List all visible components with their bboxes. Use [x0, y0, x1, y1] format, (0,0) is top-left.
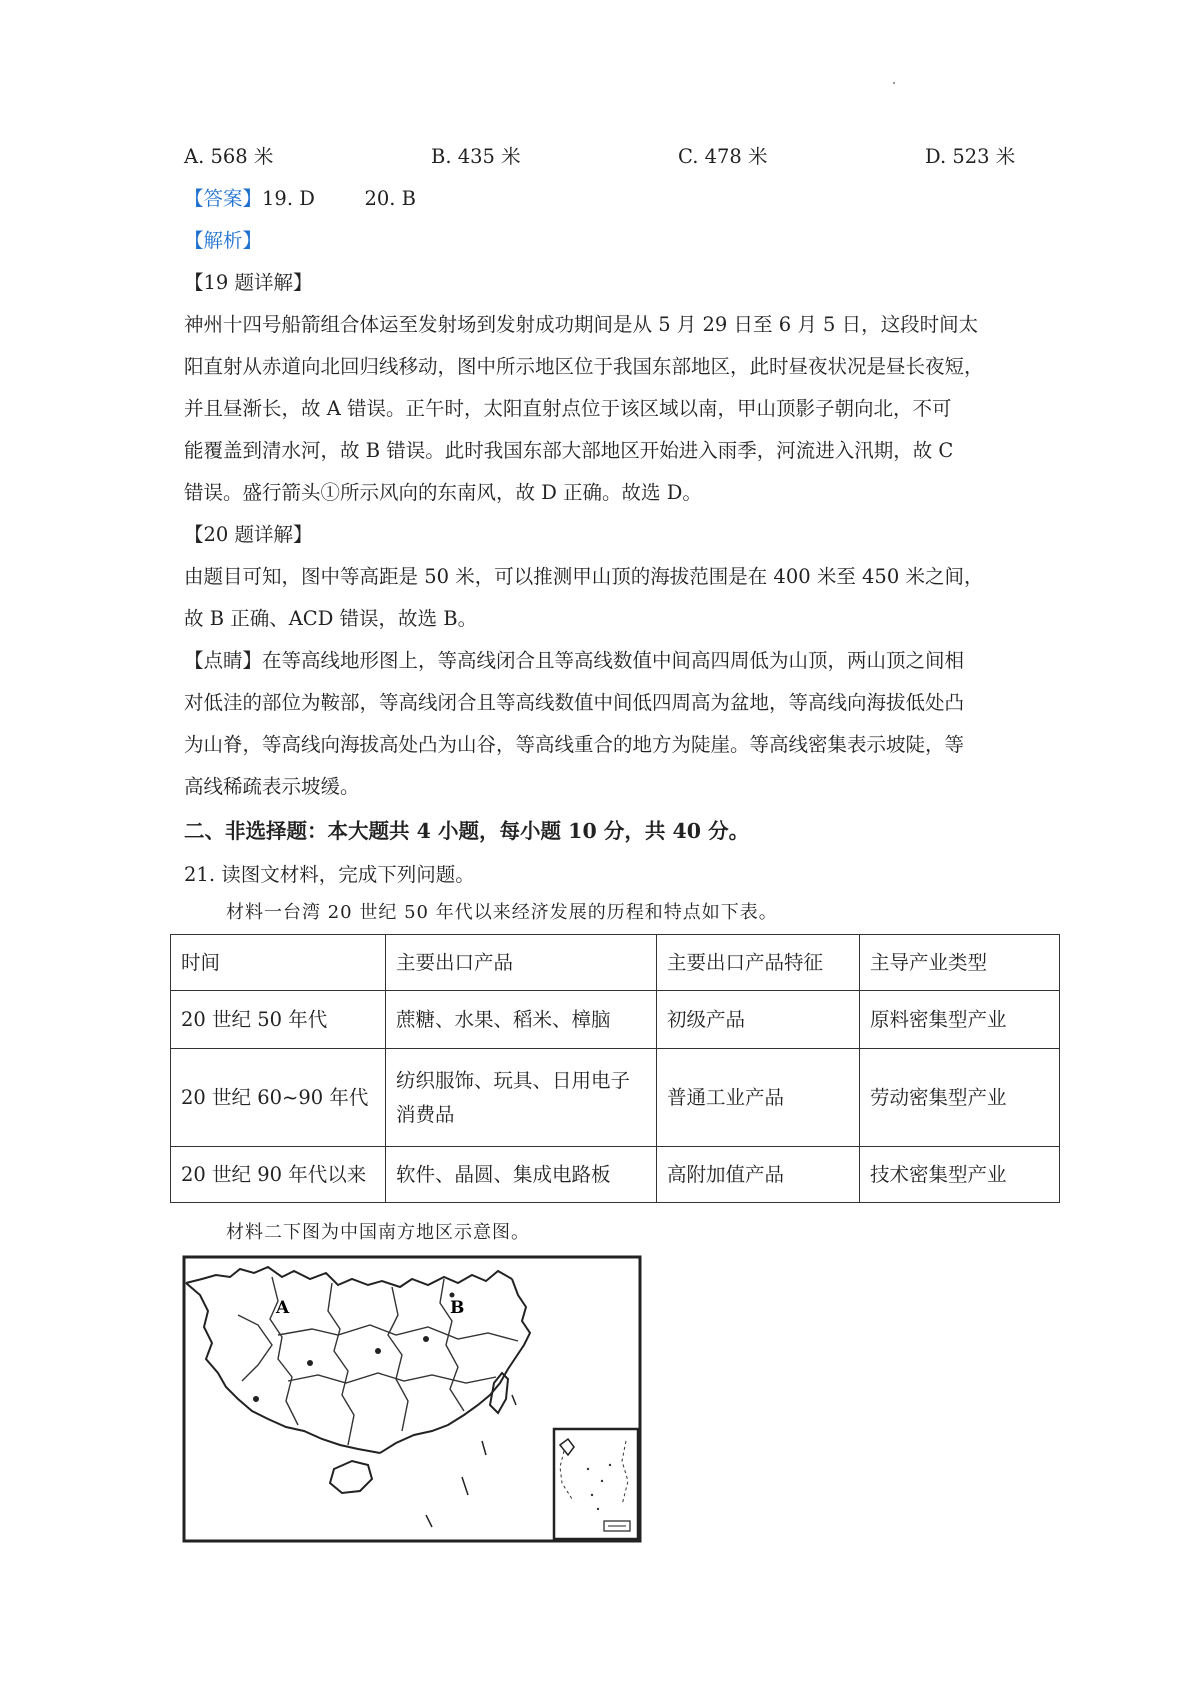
q19-line: 神州十四号船箭组合体运至发射场到发射成功期间是从 5 月 29 日至 6 月 5 日，这段时间太	[184, 313, 979, 336]
table-cell: 高附加值产品	[657, 1147, 860, 1203]
q19-line: 错误。盛行箭头①所示风向的东南风，故 D 正确。故选 D。	[184, 481, 702, 504]
tip-line: 对低洼的部位为鞍部，等高线闭合且等高线数值中间低四周高为盆地，等高线向海拔低处凸	[184, 691, 965, 714]
table-cell: 蔗糖、水果、稻米、樟脑	[386, 991, 657, 1049]
answer-text: 19. D 20. B	[262, 187, 416, 210]
option-c: C. 478 米	[678, 145, 768, 168]
inset-dot	[601, 1480, 603, 1482]
q20-line: 由题目可知，图中等高距是 50 米，可以推测甲山顶的海拔范围是在 400 米至 450 米之间，	[184, 565, 984, 588]
q20-line: 故 B 正确、ACD 错误，故选 B。	[184, 607, 478, 630]
material-1-caption: 材料一台湾 20 世纪 50 年代以来经济发展的历程和特点如下表。	[226, 902, 778, 923]
tip-tag: 【点睛】	[184, 649, 263, 672]
table-cell: 纺织服饰、玩具、日用电子消费品	[386, 1049, 657, 1147]
city-dot	[450, 1293, 455, 1298]
option-d: D. 523 米	[925, 145, 1016, 168]
table-cell: 20 世纪 90 年代以来	[171, 1147, 386, 1203]
table-cell: 软件、晶圆、集成电路板	[386, 1147, 657, 1203]
table-cell: 劳动密集型产业	[860, 1049, 1060, 1147]
q19-line: 并且昼渐长，故 A 错误。正午时，太阳直射点位于该区域以南，甲山顶影子朝向北，不可	[184, 397, 952, 420]
map-label-b: B	[450, 1298, 465, 1318]
q19-line: 能覆盖到清水河，故 B 错误。此时我国东部大部地区开始进入雨季，河流进入汛期，故 C	[184, 439, 954, 462]
table-cell: 原料密集型产业	[860, 991, 1060, 1049]
option-b: B. 435 米	[431, 145, 521, 168]
question-21-intro: 21. 读图文材料，完成下列问题。	[184, 863, 475, 886]
table-header-row	[171, 935, 1060, 991]
city-dot	[307, 1360, 313, 1366]
answer-options	[184, 141, 1044, 179]
tip-text: 在等高线地形图上，等高线闭合且等高线数值中间高四周低为山顶，两山顶之间相	[262, 649, 965, 672]
table-header-cell: 主要出口产品特征	[657, 935, 860, 991]
city-dot	[375, 1348, 381, 1354]
table-row	[171, 991, 1060, 1049]
material-2-caption: 材料二下图为中国南方地区示意图。	[226, 1222, 530, 1243]
option-a: A. 568 米	[184, 145, 274, 168]
table-cell: 20 世纪 50 年代	[171, 991, 386, 1049]
table-cell: 技术密集型产业	[860, 1147, 1060, 1203]
scan-speck	[893, 82, 895, 84]
q19-heading: 【19 题详解】	[184, 271, 313, 294]
south-china-map	[182, 1255, 644, 1545]
economy-table	[170, 934, 1060, 1203]
inset-dot	[609, 1464, 611, 1466]
table-header-cell: 时间	[171, 935, 386, 991]
inset-dot	[591, 1494, 593, 1496]
table-header-cell: 主导产业类型	[860, 935, 1060, 991]
tip-line: 为山脊，等高线向海拔高处凸为山谷，等高线重合的地方为陡崖。等高线密集表示坡陡，等	[184, 733, 965, 756]
table-cell: 普通工业产品	[657, 1049, 860, 1147]
q19-line: 阳直射从赤道向北回归线移动，图中所示地区位于我国东部地区，此时昼夜状况是昼长夜短，	[184, 355, 984, 378]
table-header-cell: 主要出口产品	[386, 935, 657, 991]
table-cell: 20 世纪 60~90 年代	[171, 1049, 386, 1147]
table-row	[171, 1049, 1060, 1147]
inset-dot	[597, 1508, 599, 1510]
section-title: 二、非选择题：本大题共 4 小题，每小题 10 分，共 40 分。	[184, 819, 750, 843]
map-label-a: A	[276, 1298, 290, 1318]
inset-dot	[587, 1468, 589, 1470]
city-dot	[253, 1396, 259, 1402]
tip-line	[184, 642, 964, 680]
tip-line: 高线稀疏表示坡缓。	[184, 775, 360, 798]
answer-line	[184, 180, 416, 218]
analysis-tag: 【解析】	[184, 229, 263, 252]
table-row	[171, 1147, 1060, 1203]
table-cell: 初级产品	[657, 991, 860, 1049]
q20-heading: 【20 题详解】	[184, 523, 313, 546]
city-dot	[423, 1336, 429, 1342]
answer-tag: 【答案】	[184, 187, 263, 210]
